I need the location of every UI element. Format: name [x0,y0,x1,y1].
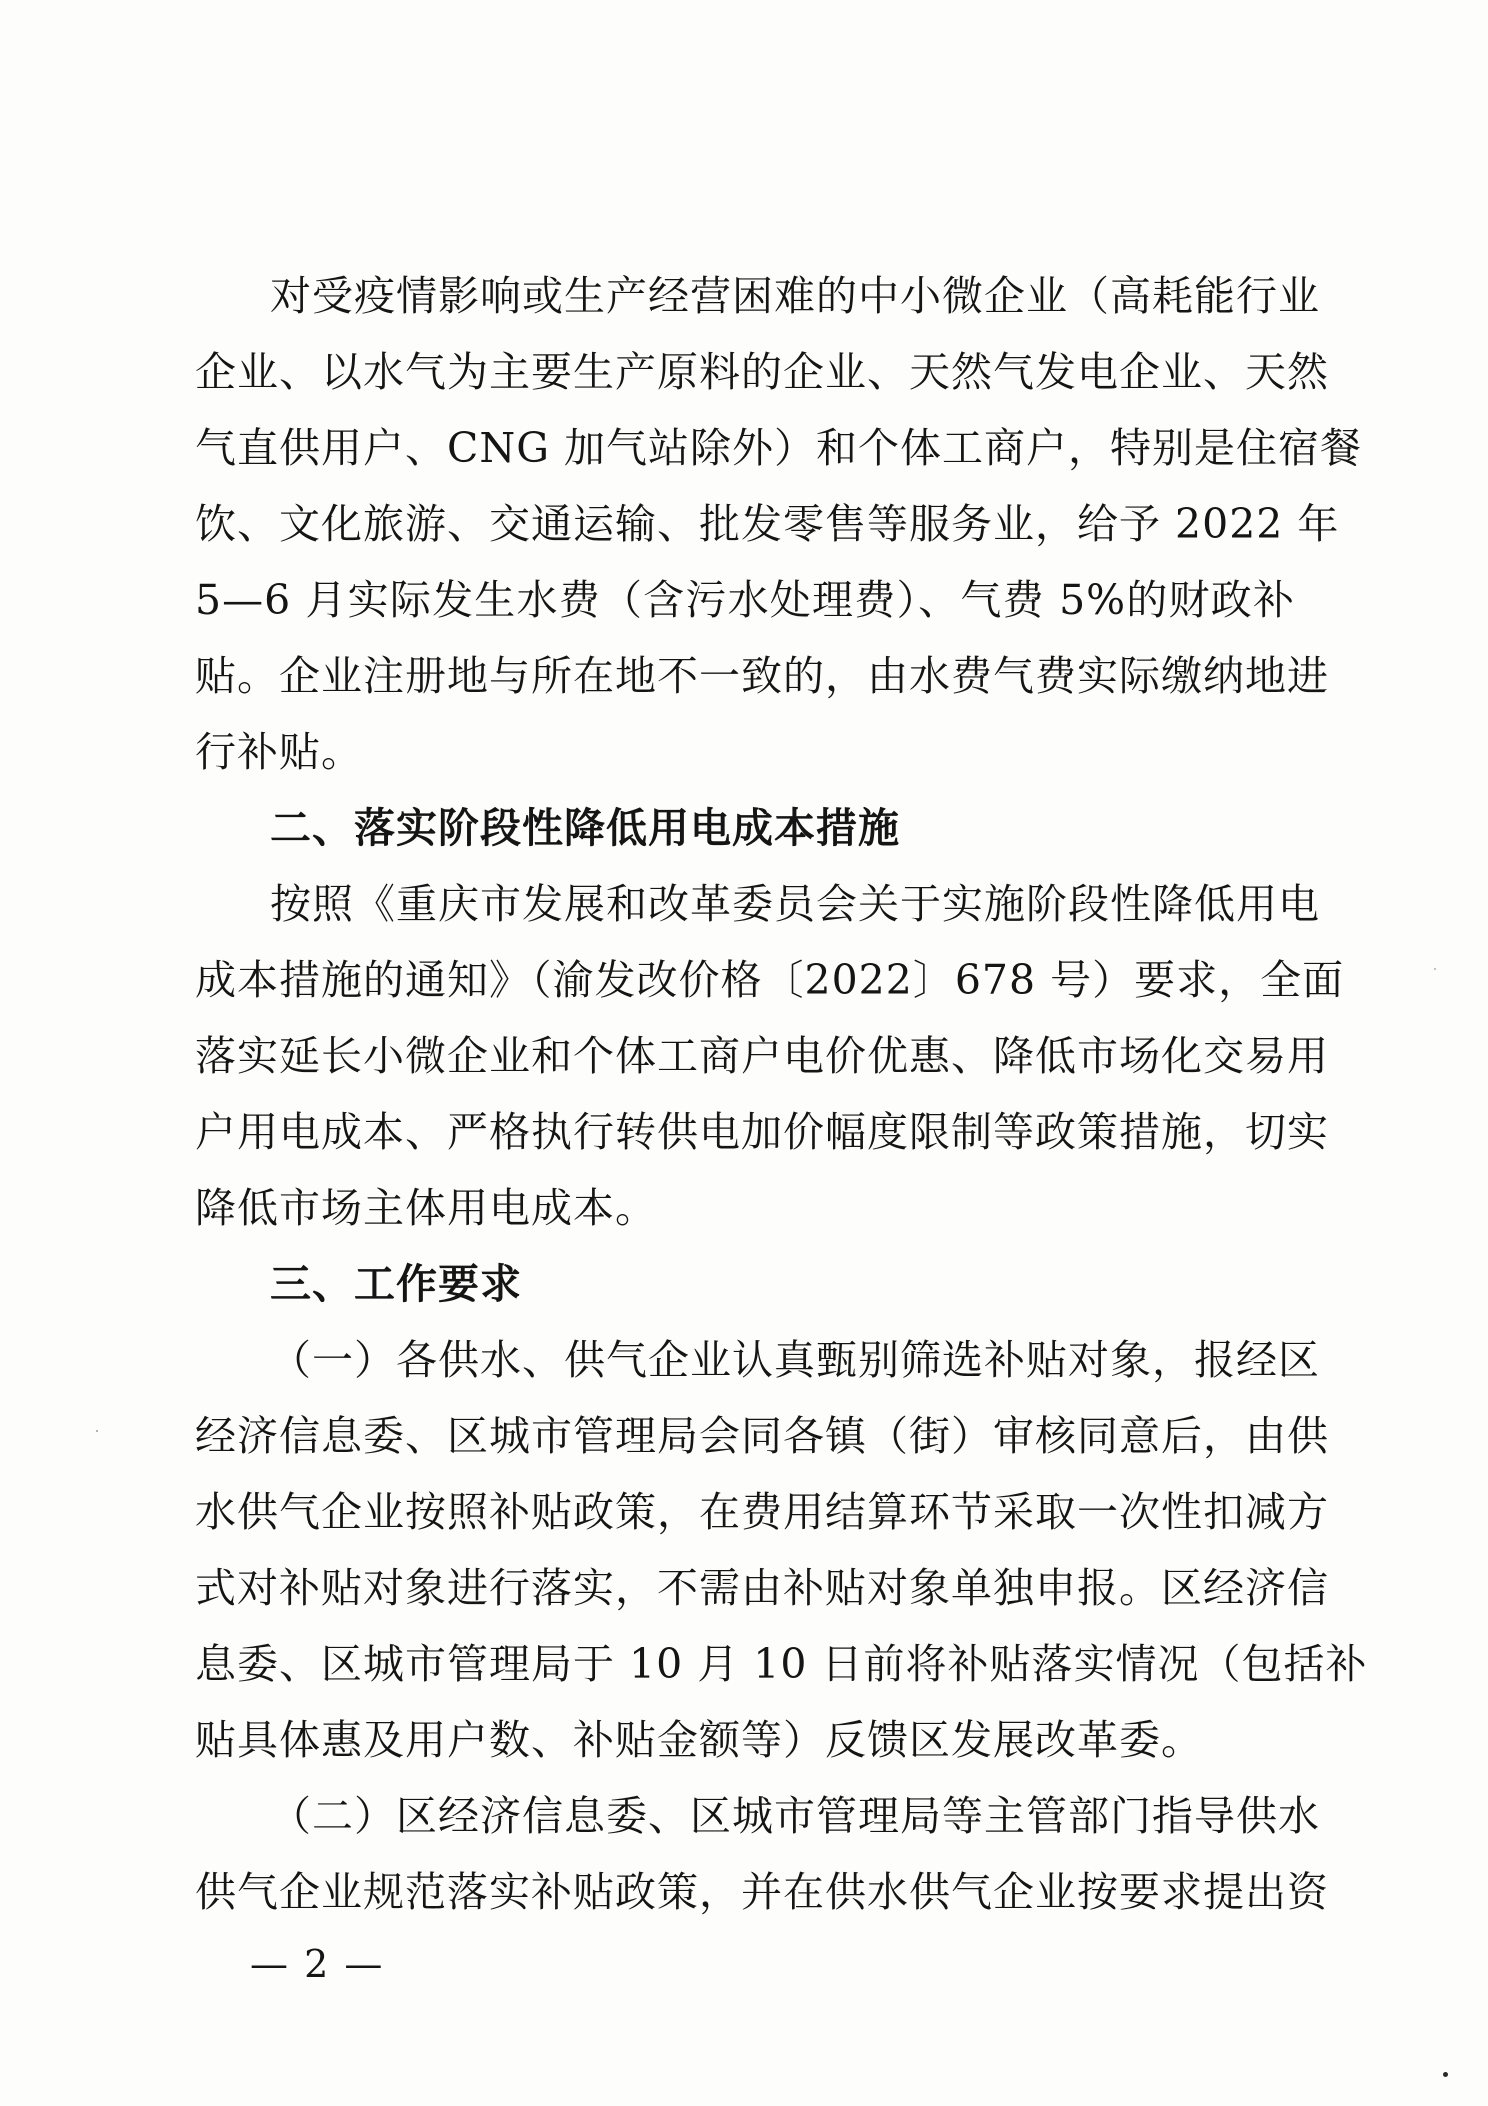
paragraph-3-line-3: 水供气企业按照补贴政策，在费用结算环节采取一次性扣减方 [195,1488,1329,1536]
paragraph-3-line-1: （一）各供水、供气企业认真甄别筛选补贴对象，报经区 [270,1336,1320,1384]
paragraph-1-line-1: 对受疫情影响或生产经营困难的中小微企业（高耗能行业 [270,272,1320,320]
page-number: — 2 — [250,1942,385,1986]
section-heading-3: 三、工作要求 [270,1260,522,1308]
scan-speck [96,1430,98,1432]
paragraph-3-line-5: 息委、区城市管理局于 10 月 10 日前将补贴落实情况（包括补 [195,1640,1368,1688]
paragraph-3-line-6: 贴具体惠及用户数、补贴金额等）反馈区发展改革委。 [195,1716,1203,1764]
paragraph-1-line-3: 气直供用户、CNG 加气站除外）和个体工商户，特别是住宿餐 [195,424,1363,472]
paragraph-4-line-2: 供气企业规范落实补贴政策，并在供水供气企业按要求提出资 [195,1868,1329,1916]
paragraph-2-line-2: 成本措施的通知》（渝发改价格〔2022〕678 号）要求，全面 [195,956,1345,1004]
paragraph-4-line-1: （二）区经济信息委、区城市管理局等主管部门指导供水 [270,1792,1320,1840]
scan-speck [1443,2072,1448,2077]
paragraph-3-line-2: 经济信息委、区城市管理局会同各镇（街）审核同意后，由供 [195,1412,1329,1460]
paragraph-2-line-4: 户用电成本、严格执行转供电加价幅度限制等政策措施，切实 [195,1108,1329,1156]
paragraph-1-line-2: 企业、以水气为主要生产原料的企业、天然气发电企业、天然 [195,348,1329,396]
paragraph-1-line-5: 5—6 月实际发生水费（含污水处理费）、气费 5%的财政补 [195,576,1295,624]
paragraph-1-line-6: 贴。企业注册地与所在地不一致的，由水费气费实际缴纳地进 [195,652,1329,700]
scan-speck [1434,968,1436,970]
paragraph-1-line-7: 行补贴。 [195,728,363,776]
paragraph-3-line-4: 式对补贴对象进行落实，不需由补贴对象单独申报。区经济信 [195,1564,1329,1612]
paragraph-1-line-4: 饮、文化旅游、交通运输、批发零售等服务业，给予 2022 年 [195,500,1340,548]
paragraph-2-line-5: 降低市场主体用电成本。 [195,1184,657,1232]
paragraph-2-line-3: 落实延长小微企业和个体工商户电价优惠、降低市场化交易用 [195,1032,1329,1080]
section-heading-2: 二、落实阶段性降低用电成本措施 [270,804,900,852]
paragraph-2-line-1: 按照《重庆市发展和改革委员会关于实施阶段性降低用电 [270,880,1320,928]
